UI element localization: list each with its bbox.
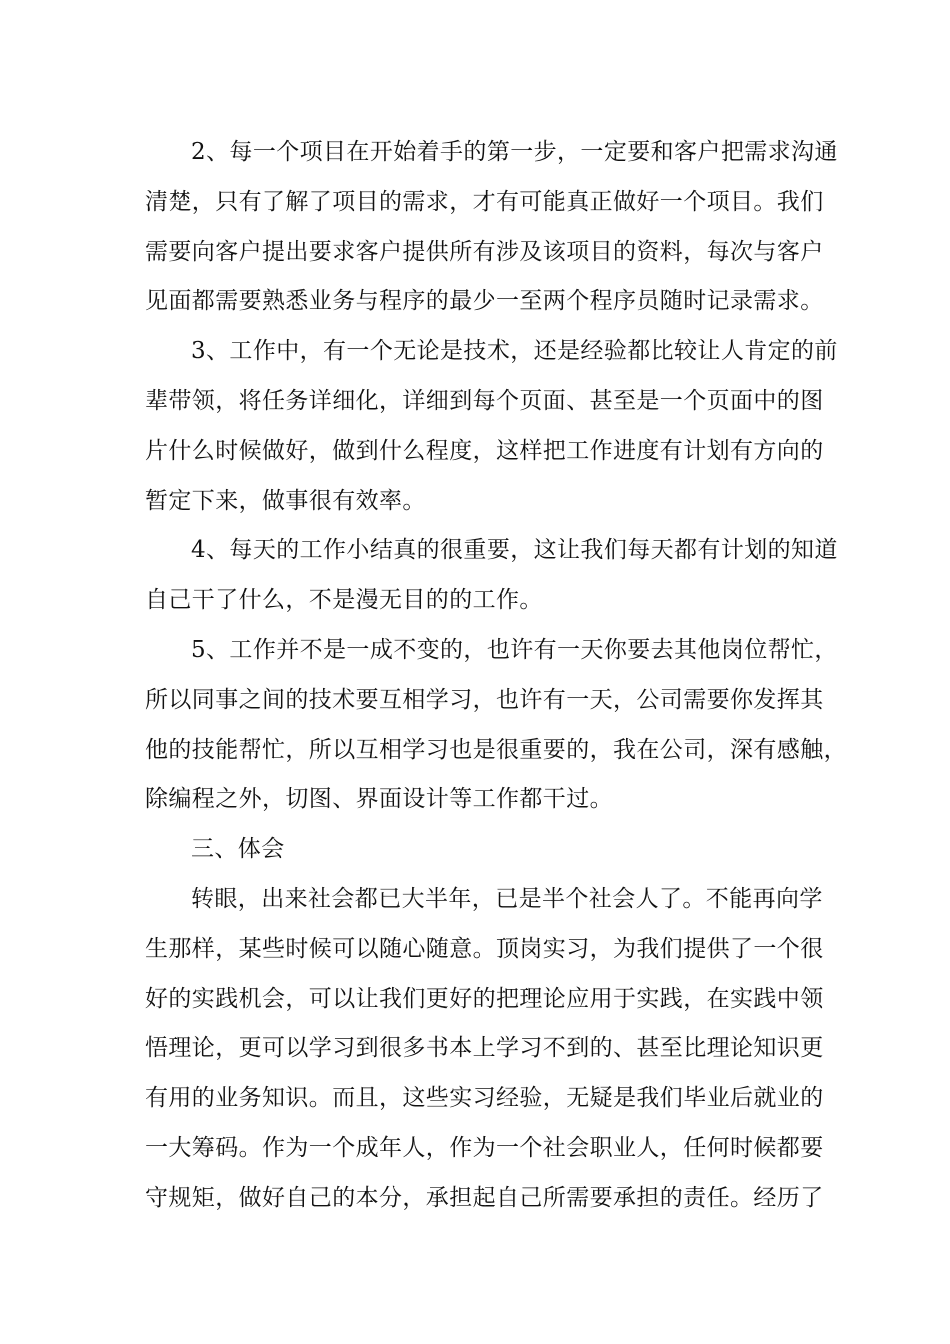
paragraph-2-line-2: 清楚，只有了解了项目的需求，才有可能真正做好一个项目。我们 <box>145 188 824 215</box>
paragraph-3-line-4: 暂定下来，做事很有效率。 <box>145 487 426 514</box>
reflection-line-5: 有用的业务知识。而且，这些实习经验，无疑是我们毕业后就业的 <box>145 1085 824 1112</box>
reflection-line-1: 转眼，出来社会都已大半年，已是半个社会人了。不能再向学 <box>191 885 823 912</box>
paragraph-5-line-3: 他的技能帮忙，所以互相学习也是很重要的，我在公司，深有感触， <box>145 736 847 763</box>
paragraph-3-line-1: 3、工作中，有一个无论是技术，还是经验都比较让人肯定的前 <box>191 338 838 365</box>
paragraph-2-line-1: 2、每一个项目在开始着手的第一步，一定要和客户把需求沟通 <box>191 139 838 165</box>
document-body <box>145 128 845 1224</box>
paragraph-2-line-4: 见面都需要熟悉业务与程序的最少一至两个程序员随时记录需求。 <box>145 288 824 315</box>
reflection-line-4: 悟理论，更可以学习到很多书本上学习不到的、甚至比理论知识更 <box>145 1035 824 1062</box>
reflection-line-2: 生那样，某些时候可以随心随意。顶岗实习，为我们提供了一个很 <box>145 935 824 962</box>
paragraph-5-line-1: 5、工作并不是一成不变的，也许有一天你要去其他岗位帮忙， <box>191 636 838 663</box>
paragraph-3-line-2: 辈带领，将任务详细化，详细到每个页面、甚至是一个页面中的图 <box>145 387 824 414</box>
paragraph-3-line-3: 片什么时候做好，做到什么程度，这样把工作进度有计划有方向的 <box>145 437 824 464</box>
paragraph-2-line-3: 需要向客户提出要求客户提供所有涉及该项目的资料，每次与客户 <box>145 238 824 265</box>
paragraph-4-line-2: 自己干了什么，不是漫无目的的工作。 <box>145 587 543 614</box>
paragraph-4-line-1: 4、每天的工作小结真的很重要，这让我们每天都有计划的知道 <box>191 537 838 564</box>
paragraph-5-line-4: 除编程之外，切图、界面设计等工作都干过。 <box>145 786 613 813</box>
reflection-line-7: 守规矩，做好自己的本分，承担起自己所需要承担的责任。经历了 <box>145 1184 824 1211</box>
reflection-line-3: 好的实践机会，可以让我们更好的把理论应用于实践，在实践中领 <box>145 985 824 1012</box>
reflection-line-6: 一大筹码。作为一个成年人，作为一个社会职业人，任何时候都要 <box>145 1134 824 1161</box>
section-heading: 三、体会 <box>191 836 285 863</box>
paragraph-5-line-2: 所以同事之间的技术要互相学习，也许有一天，公司需要你发挥其 <box>145 686 824 713</box>
